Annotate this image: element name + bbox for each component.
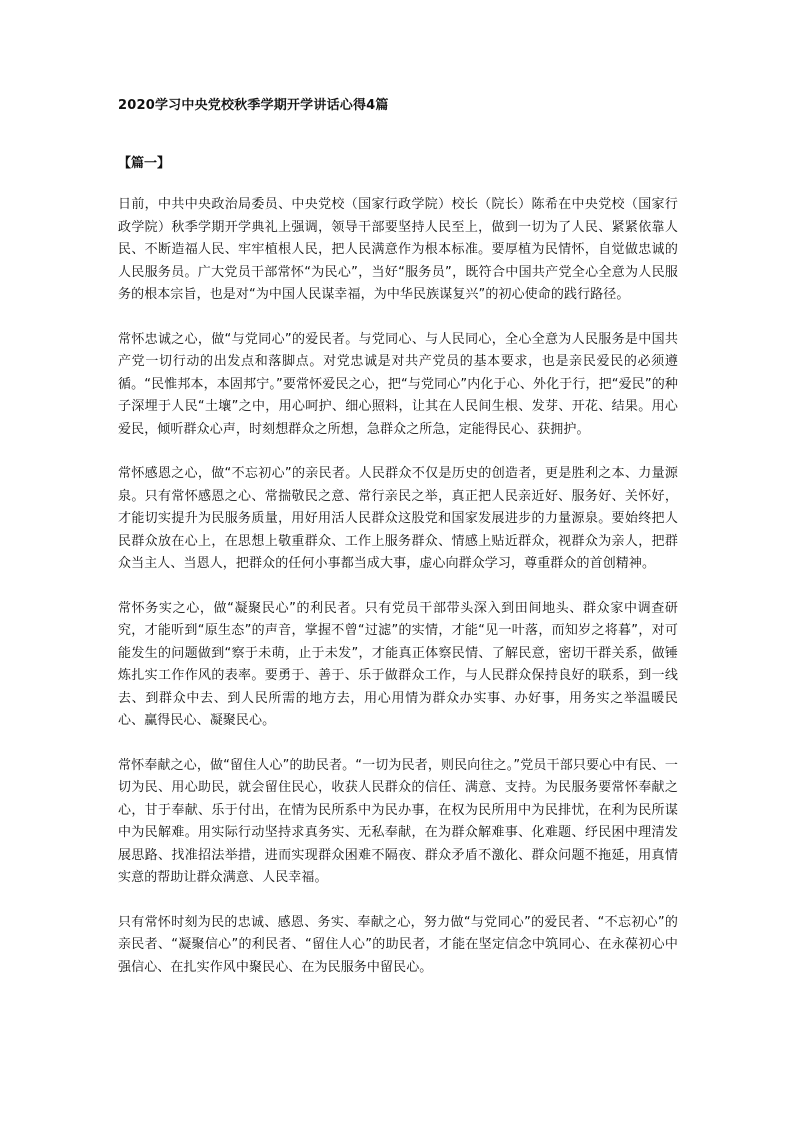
paragraph-6: 只有常怀时刻为民的忠诚、感恩、务实、奉献之心，努力做“与党同心”的爱民者、“不忘初心”的亲民者、“凝聚信心”的利民者、“留住人心”的助民者，才能在坚定信念中筑同心、在永葆初心中强信心、在扎实作风中聚民心、在为民服务中留民心。 bbox=[118, 914, 678, 975]
document-page bbox=[118, 96, 678, 979]
document-title: 2020学习中央党校秋季学期开学讲话心得4篇 bbox=[118, 98, 389, 113]
section-heading: 【篇一】 bbox=[118, 156, 171, 171]
paragraph-3: 常怀感恩之心，做“不忘初心”的亲民者。人民群众不仅是历史的创造者，更是胜利之本、力量源泉。只有常怀感恩之心、常揣敬民之意、常行亲民之举，真正把人民亲近好、服务好、关怀好，才能切实提升为民服务质量，用好用活人民群众这股党和国家发展进步的力量源泉。要始终把人民群众放在心上，在思想上敬重群众、工作上服务群众、情感上贴近群众，视群众为亲人，把群众当主人、当恩人，把群众的任何小事都当成大事，虚心向群众学习，尊重群众的首创精神。 bbox=[118, 466, 678, 571]
paragraph-2: 常怀忠诚之心，做“与党同心”的爱民者。与党同心、与人民同心，全心全意为人民服务是中国共产党一切行动的出发点和落脚点。对党忠诚是对共产党员的基本要求，也是亲民爱民的必须遵循。“民惟邦本，本固邦宁。”要常怀爱民之心，把“与党同心”内化于心、外化于行，把“爱民”的种子深埋于人民“土壤”之中，用心呵护、细心照料，让其在人民间生根、发芽、开花、结果。用心爱民，倾听群众心声，时刻想群众之所想，急群众之所急，定能得民心、获拥护。 bbox=[118, 331, 678, 437]
paragraph-4: 常怀务实之心，做“凝聚民心”的利民者。只有党员干部带头深入到田间地头、群众家中调查研究，才能听到“原生态”的声音，掌握不曾“过滤”的实情，才能“见一叶落，而知岁之将暮”，对可能发生的问题做到“察于未萌，止于未发”，才能真正体察民情、了解民意，密切干群关系，做锤炼扎实工作作风的表率。要勇于、善于、乐于做群众工作，与人民群众保持良好的联系，到一线去、到群众中去、到人民所需的地方去，用心用情为群众办实事、办好事，用务实之举温暖民心、赢得民心、凝聚民心。 bbox=[118, 600, 678, 728]
paragraph-1: 日前，中共中央政治局委员、中央党校（国家行政学院）校长（院长）陈希在中央党校（国家行政学院）秋季学期开学典礼上强调，领导干部要坚持人民至上，做到一切为了人民、紧紧依靠人民、不断造福人民、牢牢植根人民，把人民满意作为根本标准。要厚植为民情怀，自觉做忠诚的人民服务员。广大党员干部常怀“为民心”，当好“服务员”，既符合中国共产党全心全意为人民服务的根本宗旨，也是对“为中国人民谋幸福，为中华民族谋复兴”的初心使命的践行路径。 bbox=[118, 197, 678, 302]
paragraph-5: 常怀奉献之心，做“留住人心”的助民者。“一切为民者，则民向往之。”党员干部只要心中有民、一切为民、用心助民，就会留住民心，收获人民群众的信任、满意、支持。为民服务要常怀奉献之心，甘于奉献、乐于付出，在情为民所系中为民办事，在权为民所用中为民排忧，在利为民所谋中为民解难。用实际行动坚持求真务实、无私奉献，在为群众解难事、化难题、纾民困中理清发展思路、找准招法举措，进而实现群众困难不隔夜、群众矛盾不激化、群众问题不拖延，用真情实意的帮助让群众满意、人民幸福。 bbox=[118, 757, 678, 885]
